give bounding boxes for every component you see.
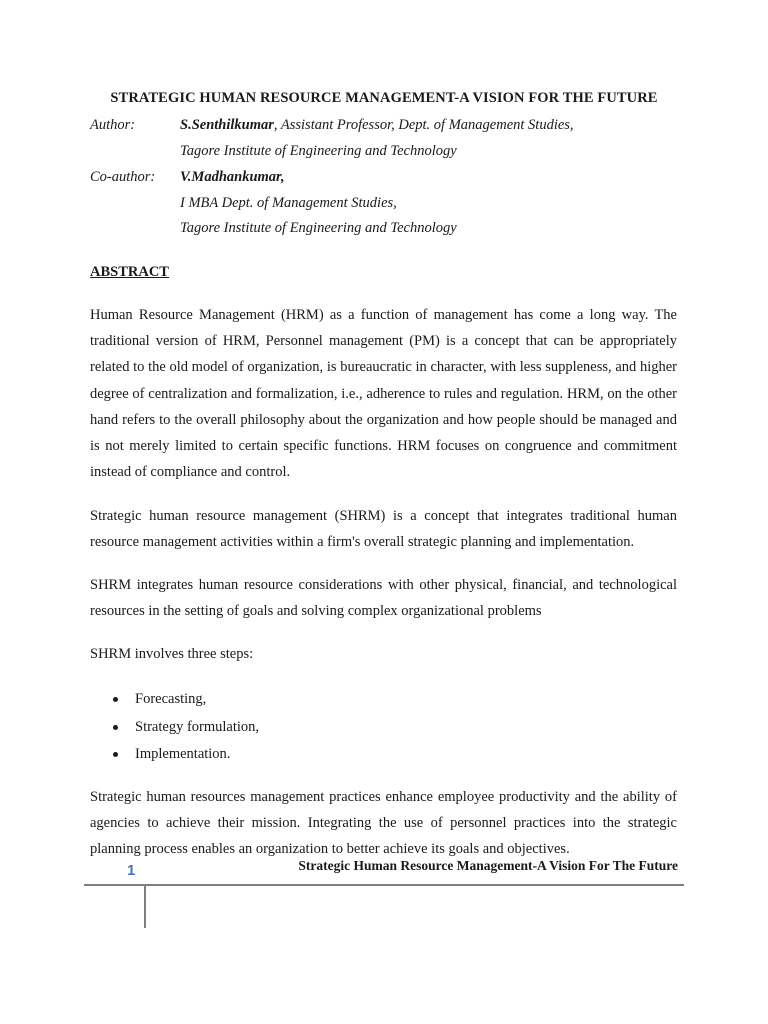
bullet-icon (113, 697, 118, 702)
bullet-icon (113, 752, 118, 757)
coauthor-affiliation-1: I MBA Dept. of Management Studies, (180, 195, 397, 211)
paragraph-shrm-integration: SHRM integrates human resource considerations with other physical, financial, and technological resources in the setting of goals and solving complex organizational problems (90, 577, 677, 620)
author-label: Author: (90, 117, 136, 133)
list-item: Implementation. (90, 741, 259, 769)
footer-vertical-divider (144, 886, 146, 928)
bullet-icon (113, 725, 118, 730)
author-name: S.Senthilkumar (180, 117, 274, 133)
page-number: 1 (127, 862, 136, 879)
paragraph-shrm-steps-intro: SHRM involves three steps: (90, 646, 254, 662)
footer-running-title: Strategic Human Resource Management-A Vision For The Future (298, 858, 678, 873)
author-affiliation-2: Tagore Institute of Engineering and Technology (180, 143, 457, 159)
steps-list (90, 686, 259, 769)
coauthor-name: V.Madhankumar, (180, 169, 285, 185)
list-item: Forecasting, (90, 686, 259, 714)
abstract-heading: ABSTRACT (90, 264, 169, 280)
coauthor-affiliation-2: Tagore Institute of Engineering and Technology (180, 220, 457, 236)
paragraph-shrm-practices: Strategic human resources management practices enhance employee productivity and the ability of agencies to achieve their mission. Integrating the use of personnel practices into the strategic planning process enables an organization to better achieve its goals and objectives. (90, 789, 677, 858)
coauthor-label: Co-author: (90, 169, 156, 185)
paragraph-hrm: Human Resource Management (HRM) as a function of management has come a long way. The traditional version of HRM, Personnel management (PM) is a concept that can be appropriately related to the old model of organization, is bureaucratic in character, with less suppleness, and higher degree of centralization and formalization, i.e., adherence to rules and regulation. HRM, on the other hand refers to the overall philosophy about the organization and how people should be managed and is not merely limited to certain specific functions. HRM focuses on congruence and commitment instead of compliance and control. (90, 307, 677, 481)
paragraph-shrm-definition: Strategic human resource management (SHRM) is a concept that integrates traditional human resource management activities within a firm's overall strategic planning and implementation. (90, 508, 677, 551)
footer-divider (84, 884, 684, 886)
author-affiliation-1: , Assistant Professor, Dept. of Management Studies, (273, 117, 574, 133)
document-title: STRATEGIC HUMAN RESOURCE MANAGEMENT-A VISION FOR THE FUTURE (110, 90, 658, 106)
list-item: Strategy formulation, (90, 714, 259, 742)
